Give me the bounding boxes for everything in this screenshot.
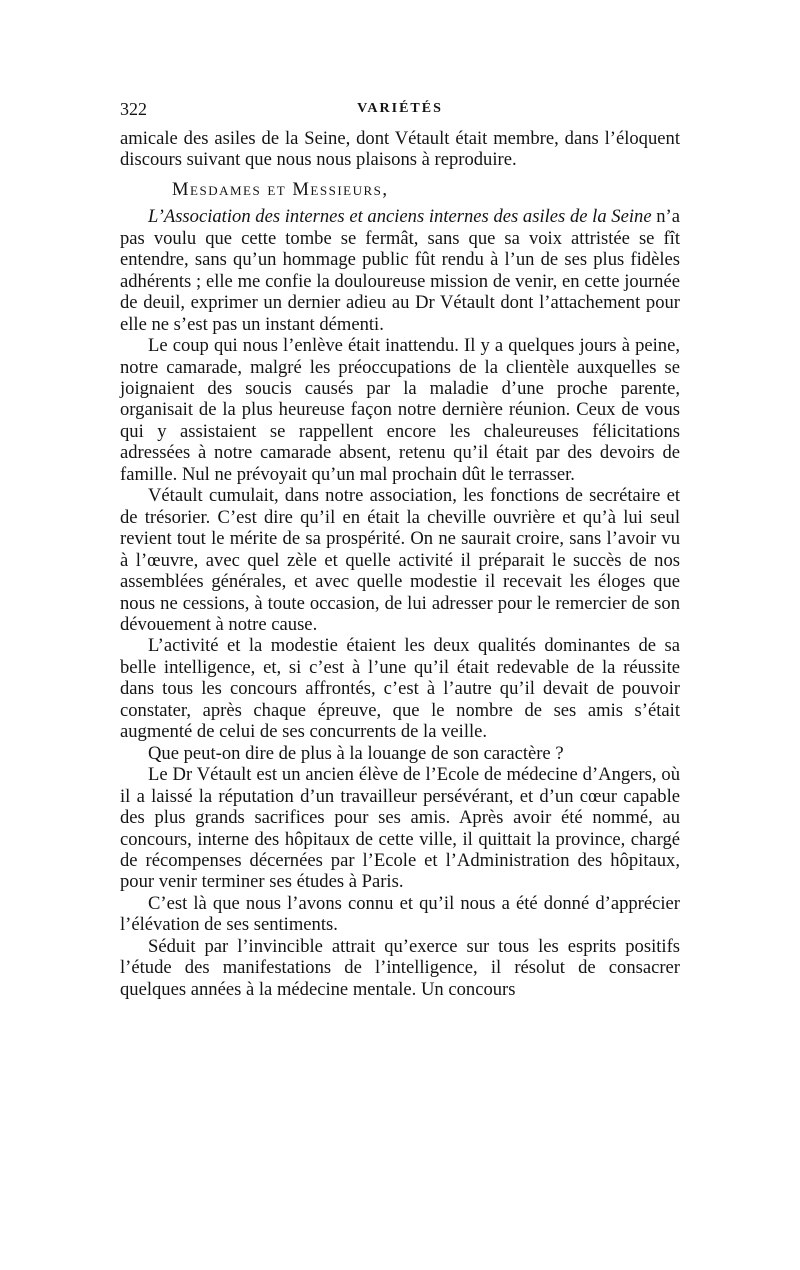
salutation: Mesdames et Messieurs, [172, 178, 389, 200]
paragraph-functions: Vétault cumulait, dans notre association, les fonctions de secrétaire et de trésorier. C’est dire qu’il en était la cheville ouvrière et qu’à lui seul revient tout le mérite de sa prospérité. On ne saurait croire, sans l’avoir vu à l’œuvre, avec quel zèle et quelle activité il préparait le succès de nos assemblées générales, et avec quelle modestie il recevait les éloges que nous ne cessions, à toute occasion, de lui adresser pour le remercier de son dévouement à notre cause. [120, 485, 680, 635]
paragraph-question: Que peut-on dire de plus à la louange de son caractère ? [148, 742, 564, 764]
paragraph-loss: Le coup qui nous l’enlève était inattendu. Il y a quelques jours à peine, notre camarade, malgré les préoccupations de la clientèle auxquelles se joignaient des soucis causés par la maladie d’une proche parente, organisait de la plus heureuse façon notre dernière réunion. Ceux de vous qui y assistaient se rappellent encore les chaleureuses félicitations adressées à notre camarade absent, retenu qu’il était par des devoirs de famille. Nul ne prévoyait qu’un mal prochain dût le terrasser. [120, 335, 680, 485]
page-body [120, 128, 680, 1000]
paragraph-continuation: amicale des asiles de la Seine, dont Vétault était membre, dans l’éloquent discours suivant que nous nous plaisons à reproduire. [120, 128, 680, 171]
paragraph-qualities: L’activité et la modestie étaient les deux qualités dominantes de sa belle intelligence, et, si c’est à l’une qu’il était redevable de la réussite dans tous les concours affrontés, c’est à l’autre qu’il devait de pouvoir constater, après chaque épreuve, que le nombre de ses amis s’était augmenté de celui de ses concurrents de la veille. [120, 635, 680, 743]
paragraph-paris: C’est là que nous l’avons connu et qu’il nous a été donné d’apprécier l’élévation de ses sentiments. [120, 892, 680, 936]
page-number: 322 [120, 99, 147, 119]
paragraph-career: Le Dr Vétault est un ancien élève de l’Ecole de médecine d’Angers, où il a laissé la réputation d’un travailleur persévérant, et d’un cœur capable des plus grands sacrifices pour ses amis. Après avoir été nommé, au concours, interne des hôpitaux de cette ville, il quittait la province, chargé de récompenses décernées par l’Ecole et l’Administration des hôpitaux, pour venir terminer ses études à Paris. [120, 764, 680, 893]
page-header [120, 96, 680, 122]
association-name: L’Association des internes et anciens internes des asiles de la Seine [148, 206, 652, 228]
paragraph-mental-medicine: Séduit par l’invincible attrait qu’exerce sur tous les esprits positifs l’étude des manifestations de l’intelligence, il résolut de consacrer quelques années à la médecine mentale. Un concours [120, 935, 680, 1000]
book-page [120, 96, 680, 1000]
paragraph-association-text: n’a pas voulu que cette tombe se fermât, sans que sa voix attristée se fît entendre, sans qu’un hommage public fût rendu à l’un de ses plus fidèles adhérents ; elle me confie la douloureuse mission de venir, en cette journée de deuil, exprimer un dernier adieu au Dr Vétault dont l’attachement pour elle ne s’est pas un instant démenti. [120, 206, 680, 335]
running-title: VARIÉTÉS [357, 101, 443, 116]
paragraph-association [120, 206, 680, 335]
